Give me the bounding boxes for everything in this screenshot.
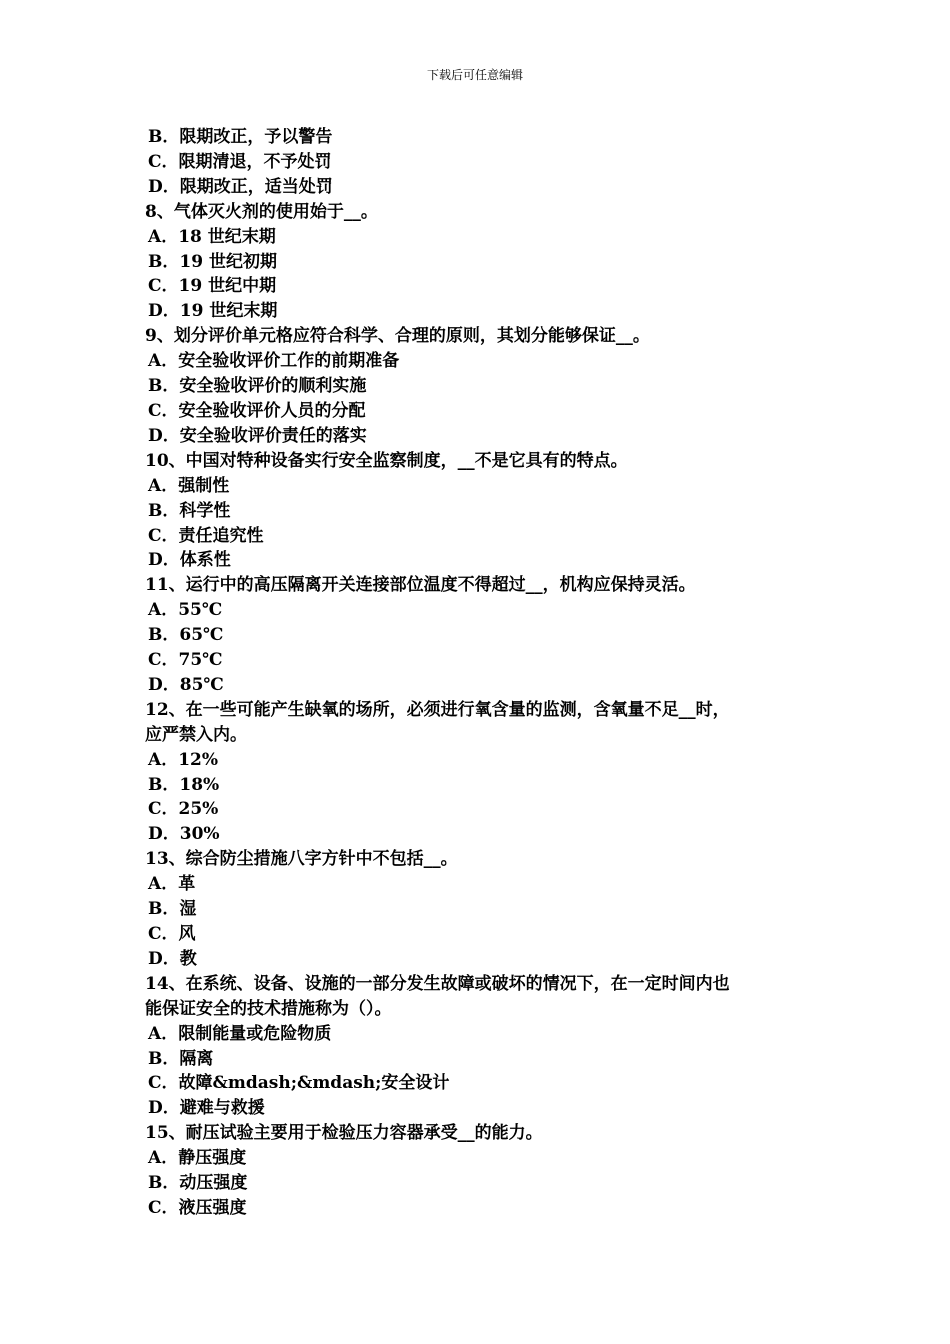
question-text: 8、气体灭火剂的使用始于__。 [145,201,378,222]
answer-option: D．19 世纪末期 [148,301,278,322]
answer-option: D．教 [148,948,197,969]
question-text: 12、在一些可能产生缺氧的场所，必须进行氧含量的监测，含氧量不足__时， [145,699,730,720]
answer-option: D．体系性 [148,550,231,571]
question-text: 13、综合防尘措施八字方针中不包括__。 [145,849,458,870]
answer-option: A．强制性 [148,475,230,496]
answer-option: D．安全验收评价责任的落实 [148,425,367,446]
document-body [145,125,815,1221]
answer-option: C．25% [148,799,219,820]
answer-option: D．30% [148,824,220,845]
question-text: 9、划分评价单元格应符合科学、合理的原则，其划分能够保证__。 [145,326,650,347]
answer-option: D．避难与救援 [148,1098,265,1119]
answer-option: B．安全验收评价的顺利实施 [148,376,367,397]
answer-option: D．85℃ [148,674,224,695]
answer-option: C．75℃ [148,650,223,671]
answer-option: B．科学性 [148,500,231,521]
answer-option: B．限期改正，予以警告 [148,127,333,147]
question-text: 10、中国对特种设备实行安全监察制度，__不是它具有的特点。 [145,450,628,471]
question-text: 应严禁入内。 [145,724,247,745]
answer-option: B．19 世纪初期 [148,251,277,272]
answer-option: C．限期清退，不予处罚 [148,151,332,172]
question-text: 15、耐压试验主要用于检验压力容器承受__的能力。 [145,1123,543,1144]
answer-option: C．19 世纪中期 [148,276,277,297]
answer-option: C．故障&mdash;&mdash;安全设计 [148,1073,450,1094]
answer-option: B．动压强度 [148,1173,248,1194]
answer-option: B．65℃ [148,625,224,646]
answer-option: B．隔离 [148,1048,214,1069]
answer-option: B．18% [148,774,220,795]
answer-option: A．安全验收评价工作的前期准备 [148,351,400,372]
answer-option: D．限期改正，适当处罚 [148,176,333,197]
answer-option: C．液压强度 [148,1197,247,1218]
answer-option: C．责任追究性 [148,525,264,546]
question-text: 14、在系统、设备、设施的一部分发生故障或破坏的情况下，在一定时间内也 [145,973,730,994]
question-text: 能保证安全的技术措施称为（）。 [145,998,392,1019]
question-text: 11、运行中的高压隔离开关连接部位温度不得超过__，机构应保持灵活。 [145,575,696,596]
answer-option: A．55℃ [148,600,223,621]
answer-option: A．12% [148,749,219,770]
answer-option: B．湿 [148,899,197,920]
answer-option: C．风 [148,924,196,944]
answer-option: A．静压强度 [148,1148,247,1169]
answer-option: A．限制能量或危险物质 [148,1023,332,1044]
answer-option: C．安全验收评价人员的分配 [148,400,366,421]
page-header: 下载后可任意编辑 [426,68,523,82]
answer-option: A．革 [148,874,196,895]
answer-option: A．18 世纪末期 [148,226,276,247]
